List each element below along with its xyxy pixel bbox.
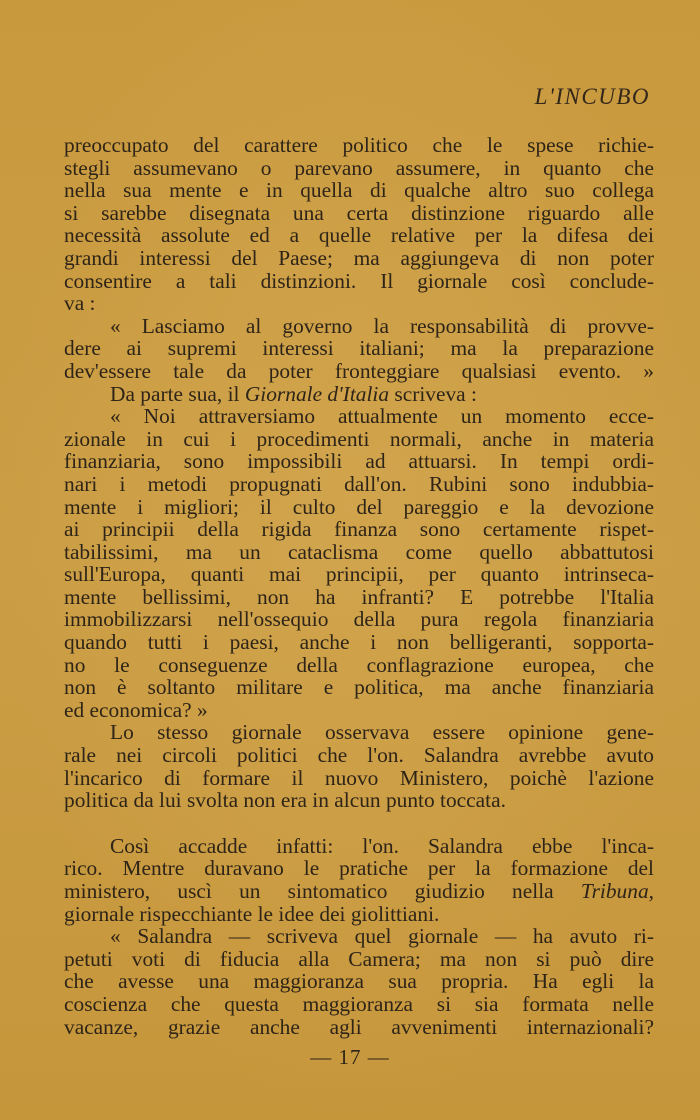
text-line: immobilizzarsi nell'ossequio della pura regola finanziaria <box>64 607 654 632</box>
text-line: che avesse una maggioranza sua propria. Ha egli la <box>64 969 654 994</box>
text-line: « Noi attraversiamo attualmente un momento ecce- <box>110 404 654 429</box>
text-line: mente bellissimi, non ha infranti? E potrebbe l'Italia <box>64 584 654 609</box>
section-gap <box>64 812 654 835</box>
paragraph <box>64 721 654 811</box>
text-line: quando tutti i paesi, anche i non belligeranti, sopporta- <box>64 630 654 655</box>
text-line: ed economica? » <box>64 697 208 722</box>
text-line: nari i metodi propugnati dall'on. Rubini sono indubbia- <box>64 471 654 496</box>
text-line: l'incarico di formare il nuovo Ministero, poichè l'azione <box>64 765 654 790</box>
text-line: « Lasciamo al governo la responsabilità di provve- <box>110 313 654 338</box>
text-line: ai principii della rigida finanza sono certamente rispet- <box>64 517 654 542</box>
text-line: si sarebbe disegnata una certa distinzione riguardo alle <box>64 200 654 225</box>
text-line: necessità assolute ed a quelle relative per la difesa dei <box>64 223 654 248</box>
paragraph <box>64 383 654 406</box>
text-line: Così accadde infatti: l'on. Salandra ebbe l'inca- <box>110 833 654 858</box>
text-line: giornale rispecchiante le idee dei giolittiani. <box>64 901 440 926</box>
text-line-with-title: ministero, uscì un sintomatico giudizio nella Tribuna, <box>64 879 654 903</box>
paragraph <box>64 925 654 1038</box>
text-line: sull'Europa, quanti mai principii, per quanto intrinseca- <box>64 562 654 587</box>
text-line: zionale in cui i procedimenti normali, anche in materia <box>64 426 654 451</box>
paragraph <box>64 134 654 315</box>
text-line: mente i migliori; il culto del pareggio e la devozione <box>64 494 654 519</box>
paragraph <box>64 315 654 383</box>
text-line: va : <box>64 291 96 316</box>
text-line: coscienza che questa maggioranza si sia formata nelle <box>64 991 654 1016</box>
text-line: rale nei circoli politici che l'on. Salandra avrebbe avuto <box>64 743 654 768</box>
text-line: petuti voti di fiducia alla Camera; ma non si può dire <box>64 946 654 971</box>
paragraph <box>64 405 654 721</box>
text-line: no le conseguenze della conflagrazione europea, che <box>64 652 654 677</box>
text-line: « Salandra — scriveva quel giornale — ha avuto ri- <box>110 924 654 949</box>
text-line: consentire a tali distinzioni. Il giornale così conclude- <box>64 268 654 293</box>
text-line: non è soltanto militare e politica, ma anche finanziaria <box>64 675 654 700</box>
body-text <box>64 134 654 1038</box>
text-line: tabilissimi, ma un cataclisma come quello abbattutosi <box>64 539 654 564</box>
running-head: L'INCUBO <box>534 84 650 109</box>
text-line: grandi interessi del Paese; ma aggiungeva di non poter <box>64 245 654 270</box>
text-line: stegli assumevano o parevano assumere, in quanto che <box>64 155 654 180</box>
text-line: rico. Mentre duravano le pratiche per la formazione del <box>64 856 654 881</box>
text-line: finanziaria, sono impossibili ad attuarsi. In tempi ordi- <box>64 449 654 474</box>
text-line: politica da lui svolta non era in alcun punto toccata. <box>64 788 506 813</box>
newspaper-title: Tribuna <box>580 879 649 903</box>
text-line: preoccupato del carattere politico che le spese richie- <box>64 133 654 157</box>
text-line: Lo stesso giornale osservava essere opinione gene- <box>110 720 654 745</box>
paragraph <box>64 835 654 925</box>
page-number: — 17 — <box>310 1045 390 1069</box>
newspaper-title: Giornale d'Italia <box>244 381 390 406</box>
text-line: nella sua mente e in quella di qualche altro suo collega <box>64 178 654 203</box>
text-line: dev'essere tale da poter fronteggiare qualsiasi evento. » <box>64 358 654 383</box>
text-line: dere ai supremi interessi italiani; ma la preparazione <box>64 336 654 361</box>
text-line: vacanze, grazie anche agli avvenimenti internazionali? <box>64 1014 654 1039</box>
text-line-with-title: Da parte sua, il Giornale d'Italia scriveva : <box>110 381 477 406</box>
